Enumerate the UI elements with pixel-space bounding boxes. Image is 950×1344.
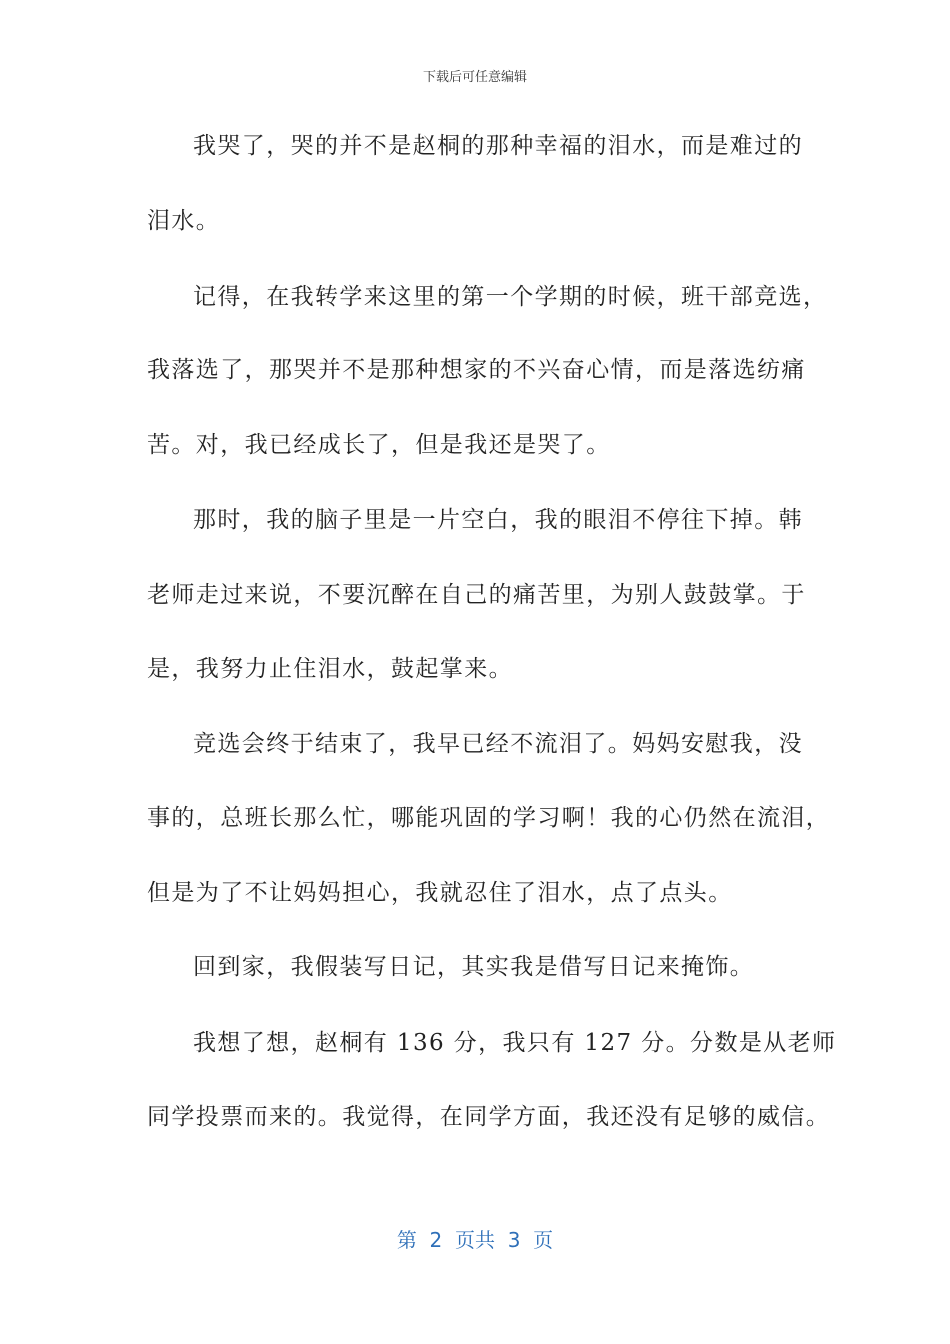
paragraph-line: 我想了想，赵桐有 136 分，我只有 127 分。分数是从老师 [193, 1030, 837, 1056]
paragraph-line: 事的，总班长那么忙，哪能巩固的学习啊！我的心仍然在流泪， [147, 805, 831, 831]
paragraph-line: 老师走过来说，不要沉醉在自己的痛苦里，为别人鼓鼓掌。于 [147, 582, 806, 608]
paragraph-line: 我哭了，哭的并不是赵桐的那种幸福的泪水，而是难过的 [193, 133, 803, 159]
paragraph-line: 泪水。 [147, 208, 221, 234]
paragraph-line: 回到家，我假装写日记，其实我是借写日记来掩饰。 [193, 954, 755, 980]
paragraph-line: 我落选了，那哭并不是那种想家的不兴奋心情，而是落选纺痛 [147, 357, 806, 383]
page-header: 下载后可任意编辑 [422, 70, 527, 85]
paragraph-line: 竞选会终于结束了，我早已经不流泪了。妈妈安慰我，没 [193, 731, 803, 757]
paragraph-line: 同学投票而来的。我觉得，在同学方面，我还没有足够的威信。 [147, 1104, 831, 1130]
page-number-footer: 第 2 页共 3 页 [396, 1228, 554, 1252]
paragraph-line: 但是为了不让妈妈担心，我就忍住了泪水，点了点头。 [147, 880, 733, 906]
paragraph-line: 记得，在我转学来这里的第一个学期的时候，班干部竞选， [193, 284, 828, 310]
paragraph-line: 苦。对，我已经成长了，但是我还是哭了。 [147, 432, 611, 458]
paragraph-line: 是，我努力止住泪水，鼓起掌来。 [147, 656, 513, 682]
paragraph-line: 那时，我的脑子里是一片空白，我的眼泪不停往下掉。韩 [193, 507, 803, 533]
